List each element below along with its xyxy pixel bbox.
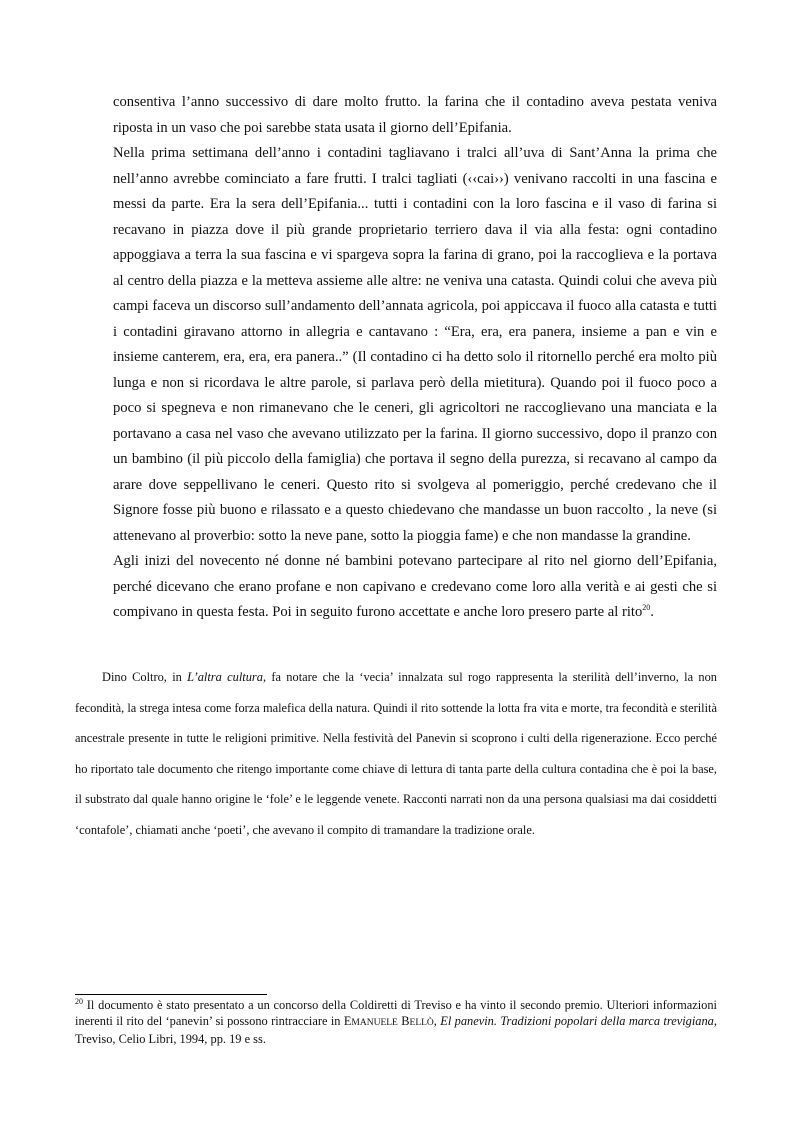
footnote-text [75, 997, 717, 1047]
footnote-citation-rest: Treviso, Celio Libri, 1994, pp. 19 e ss. [75, 1032, 266, 1046]
body-paragraph-text [75, 662, 717, 846]
quote-paragraph-3-end: . [650, 604, 654, 620]
body-rest: , fa notare che la ‘vecia’ innalzata sul rogo rappresenta la sterilità dell’inverno, la non fecondità, la strega intesa come forza malefica della natura. Quindi il rito sottende la lotta fra vita e morte, tra fecondità e sterilità ancestrale presente in tutte le religioni primitive. Nella festività del Panevin si scoprono i culti della rigenerazione. Ecco perché ho riportato tale documento che ritengo importante come chiave di lettura di tanta parte della cultura contadina che è poi la base, il substrato dal quale hanno origine le ‘fole’ e le leggende venete. Racconti narrati non da una persona qualsiasi ma dai cosiddetti ‘contafole’, chiamati anche ‘poeti’, che avevano il compito di tramandare la tradizione orale. [75, 670, 717, 837]
footnote-body: Il documento è stato presentato a un concorso della Coldiretti di Treviso e ha vinto il secondo premio. Ulteriori informazioni inerenti il rito del ‘panevin’ si possono rintracciare in [75, 998, 717, 1028]
quote-paragraph-1: consentiva l’anno successivo di dare molto frutto. la farina che il contadino aveva pestata veniva riposta in un vaso che poi sarebbe stata usata il giorno dell’Epifania. [113, 94, 717, 136]
quote-paragraph-2: Nella prima settimana dell’anno i contadini tagliavano i tralci all’uva di Sant’Anna la prima che nell’anno avrebbe cominciato a fare frutti. I tralci tagliati (‹‹cai››) venivano raccolti in una fascina e messi da parte. Era la sera dell’Epifania... tutti i contadini con la loro fascina e il vaso di farina si recavano in piazza dove il più grande proprietario terriero dava il via alla festa: ogni contadino appoggiava a terra la sua fascina e vi spargeva sopra la farina di grano, poi la raccoglieva e la portava al centro della piazza e la metteva assieme alle altre: ne veniva una catasta. Quindi colui che aveva più campi faceva un discorso sull’andamento dell’annata agricola, poi appiccava il fuoco alla catasta e tutti i contadini giravano attorno in allegria e cantavano : “Era, era, era panera, insieme a pan e vin e insieme canterem, era, era, era panera..” (Il contadino ci ha detto solo il ritornello perché era molto più lunga e non si ricordava le altre parole, si parlava però della mietitura). Quando poi il fuoco poco a poco si spegneva e non rimanevano che le ceneri, gli agricoltori ne raccoglievano una manciata e la portavano a casa nel vaso che avevano utilizzato per la farina. Il giorno successivo, dopo il pranzo con un bambino (il più piccolo della famiglia) che portava il segno della purezza, si recavano al campo da arare dove seppellivano le ceneri. Questo rito si svolgeva al pomeriggio, perché credevano che il Signore fosse più buono e rilassato e a questo chiedevano che mandasse un buon raccolto , la neve (si attenevano al proverbio: sotto la neve pane, sotto la pioggia fame) e che non mandasse la grandine. [113, 145, 717, 544]
body-paragraph [75, 662, 717, 846]
footnote-number: 20 [75, 996, 83, 1006]
footnote-comma: , [433, 1014, 441, 1028]
author-initial-e: E [343, 1014, 352, 1028]
quoted-document [113, 90, 717, 626]
footnote [75, 997, 717, 1047]
footnote-reference[interactable]: 20 [642, 603, 651, 613]
author-last-name-rest: ELLÒ [409, 1018, 434, 1028]
author-initial-b: B [397, 1014, 410, 1028]
body-intro: Dino Coltro, in [102, 670, 188, 684]
footnote-separator [75, 994, 267, 995]
book-title: L’altra cultura [187, 670, 263, 684]
author-first-name-rest: MANUELE [351, 1018, 398, 1028]
quote-paragraph-3 [113, 549, 717, 626]
quote-paragraph-3-text: Agli inizi del novecento né donne né bambini potevano partecipare al rito nel giorno dell’Epifania, perché dicevano che erano profane e non capivano e credevano come loro alla verità e ai gesti che si compivano in questa festa. Poi in seguito furono accettate e anche loro presero parte al rito [113, 553, 717, 620]
cited-title: El panevin. Tradizioni popolari della marca trevigiana, [440, 1014, 717, 1028]
